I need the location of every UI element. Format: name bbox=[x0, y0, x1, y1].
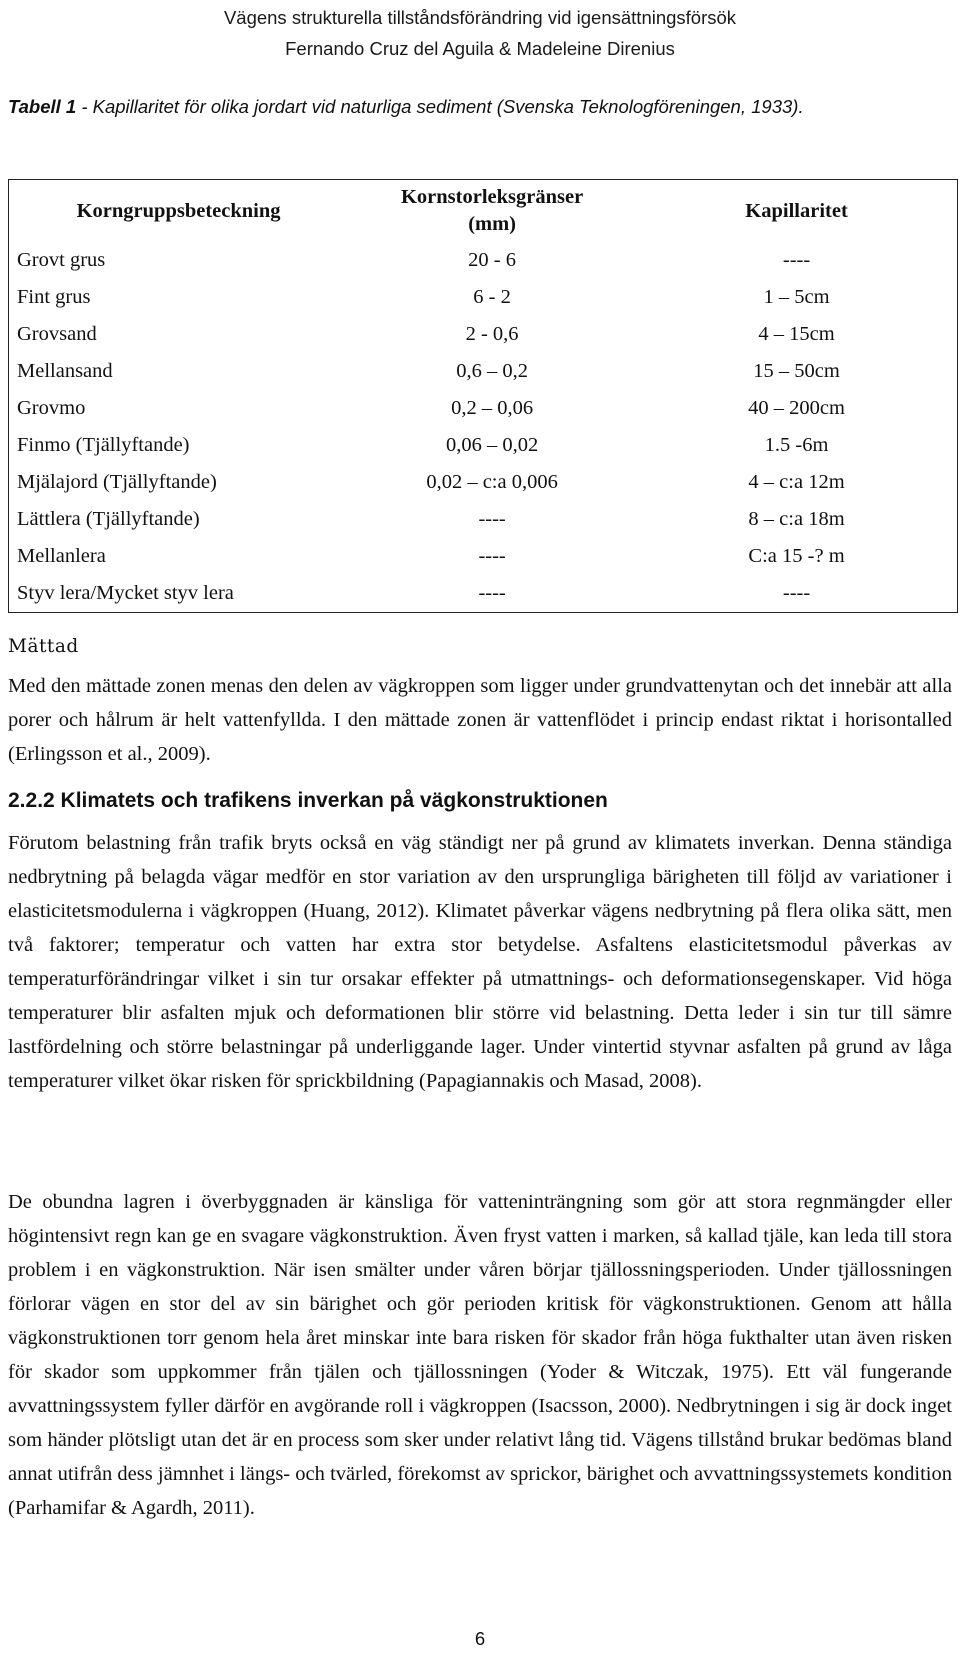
table-cell: 40 – 200cm bbox=[748, 397, 845, 419]
table-cell: 1.5 -6m bbox=[764, 434, 829, 456]
header-title: Vägens strukturella tillståndsförändring vid igensättningsförsök bbox=[223, 7, 737, 28]
table-cell: ---- bbox=[478, 582, 506, 604]
table-row bbox=[9, 390, 958, 427]
table-header-row bbox=[9, 180, 958, 243]
section-heading: 2.2.2 Klimatets och trafikens inverkan på vägkonstruktionen bbox=[8, 789, 608, 812]
table-row bbox=[9, 279, 958, 316]
column-header: Korngruppsbeteckning bbox=[76, 199, 281, 222]
table-row bbox=[9, 501, 958, 538]
table-cell: ---- bbox=[782, 249, 811, 271]
capillarity-table bbox=[8, 179, 958, 613]
table-caption bbox=[8, 90, 946, 124]
table-cell: 4 – c:a 12m bbox=[748, 471, 845, 493]
capillarity-table-wrapper bbox=[8, 179, 958, 613]
table-caption-label: Tabell 1 bbox=[8, 96, 77, 117]
table-cell: Mellansand bbox=[17, 360, 113, 382]
paragraph-water: De obundna lagren i överbyggnaden är känsliga för vatteninträngning som gör att stora regnmängder eller högintensivt regn kan ge en svagare vägkonstruktion. Även fryst vatten i marken, så kallad tjäle, kan leda till stora problem i en vägkonstruktion. När isen smälter under våren börjar tjällossningsperioden. Under tjällossningen förlorar vägen en stor del av sin bärighet och gör perioden kritisk för vägkonstruktionen. Genom att hålla vägkonstruktionen torr genom hela året minskar inte bara risken för skador från höga fukthalter utan även risken för skador som uppkommer från tjälen och tjällossningen (Yoder & Witczak, 1975). Ett väl fungerande avvattningssystem fyller därför en avgörande roll i vägkroppen (Isacsson, 2000). Nedbrytningen i sig är dock inget som händer plötsligt utan det är en process som sker under relativt lång tid. Vägens tillstånd brukar bedömas bland annat utifrån dess jämnhet i längs- och tvärled, förekomst av sprickor, bärighet och avvattningssystemets kondition (Parhamifar & Agardh, 2011). bbox=[8, 1191, 952, 1519]
table-cell: 0,02 – c:a 0,006 bbox=[426, 471, 558, 493]
table-row bbox=[9, 575, 958, 613]
table-cell: Fint grus bbox=[17, 286, 91, 308]
table-cell: ---- bbox=[478, 545, 506, 567]
table-row bbox=[9, 464, 958, 501]
table-cell: ---- bbox=[782, 582, 811, 604]
table-cell: 4 – 15cm bbox=[758, 323, 835, 345]
table-row bbox=[9, 538, 958, 575]
table-cell: 8 – c:a 18m bbox=[748, 508, 845, 530]
table-cell: 0,2 – 0,06 bbox=[451, 397, 534, 419]
table-caption-text: - Kapillaritet för olika jordart vid naturliga sediment (Svenska Teknologföreningen, 1933). bbox=[76, 96, 804, 117]
subheading-mattad: Mättad bbox=[8, 636, 79, 657]
table-cell: Lättlera (Tjällyftande) bbox=[17, 508, 200, 530]
table-cell: 6 - 2 bbox=[473, 286, 511, 308]
table-row bbox=[9, 242, 958, 279]
table-cell: 20 - 6 bbox=[468, 249, 516, 271]
header-authors: Fernando Cruz del Aguila & Madeleine Direnius bbox=[285, 38, 675, 59]
table-cell: Styv lera/Mycket styv lera bbox=[17, 582, 234, 604]
paragraph-mattad: Med den mättade zonen menas den delen av vägkroppen som ligger under grundvattenytan och det innebär att alla porer och hålrum är helt vattenfyllda. I den mättade zonen är vattenflödet i princip endast riktat i horisontalled (Erlingsson et al., 2009). bbox=[8, 675, 952, 765]
table-cell: Mjälajord (Tjällyftande) bbox=[17, 471, 217, 493]
table-row bbox=[9, 316, 958, 353]
table-cell: 2 - 0,6 bbox=[465, 323, 519, 345]
table-cell: Grovt grus bbox=[17, 249, 106, 271]
table-cell: 1 – 5cm bbox=[763, 286, 830, 308]
table-row bbox=[9, 353, 958, 390]
column-header: Kornstorleksgränser (mm) bbox=[400, 186, 584, 235]
table-cell: 15 – 50cm bbox=[753, 360, 840, 382]
paragraph-climate: Förutom belastning från trafik bryts också en väg ständigt ner på grund av klimatets inverkan. Denna ständiga nedbrytning på belagda vägar medför en stor variation av den ursprungliga bärigheten till följd av variationer i elasticitetsmodulerna i vägkroppen (Huang, 2012). Klimatet påverkar vägens nedbrytning på flera olika sätt, men två faktorer; temperatur och vatten har extra stor betydelse. Asfaltens elasticitetsmodul påverkas av temperaturförändringar vilket i sin tur orsakar effekter på utmattnings- och deformationsegenskaper. Vid höga temperaturer blir asfalten mjuk och deformationen blir större vid belastning. Detta leder i sin tur till sämre lastfördelning och större belastningar på underliggande lager. Under vintertid styvnar asfalten på grund av låga temperaturer vilket ökar risken för sprickbildning (Papagiannakis och Masad, 2008). bbox=[8, 832, 952, 1092]
table-cell: Grovsand bbox=[17, 323, 97, 345]
table-cell: Finmo (Tjällyftande) bbox=[17, 434, 190, 456]
table-cell: 0,06 – 0,02 bbox=[445, 434, 539, 456]
table-cell: ---- bbox=[478, 508, 506, 530]
table-row bbox=[9, 427, 958, 464]
table-cell: Mellanlera bbox=[17, 545, 106, 567]
page-number: 6 bbox=[474, 1628, 486, 1649]
table-cell: Grovmo bbox=[17, 397, 86, 419]
column-header: Kapillaritet bbox=[745, 199, 848, 222]
page-header bbox=[0, 0, 960, 64]
table-cell: C:a 15 -? m bbox=[748, 545, 845, 567]
table-cell: 0,6 – 0,2 bbox=[456, 360, 528, 382]
